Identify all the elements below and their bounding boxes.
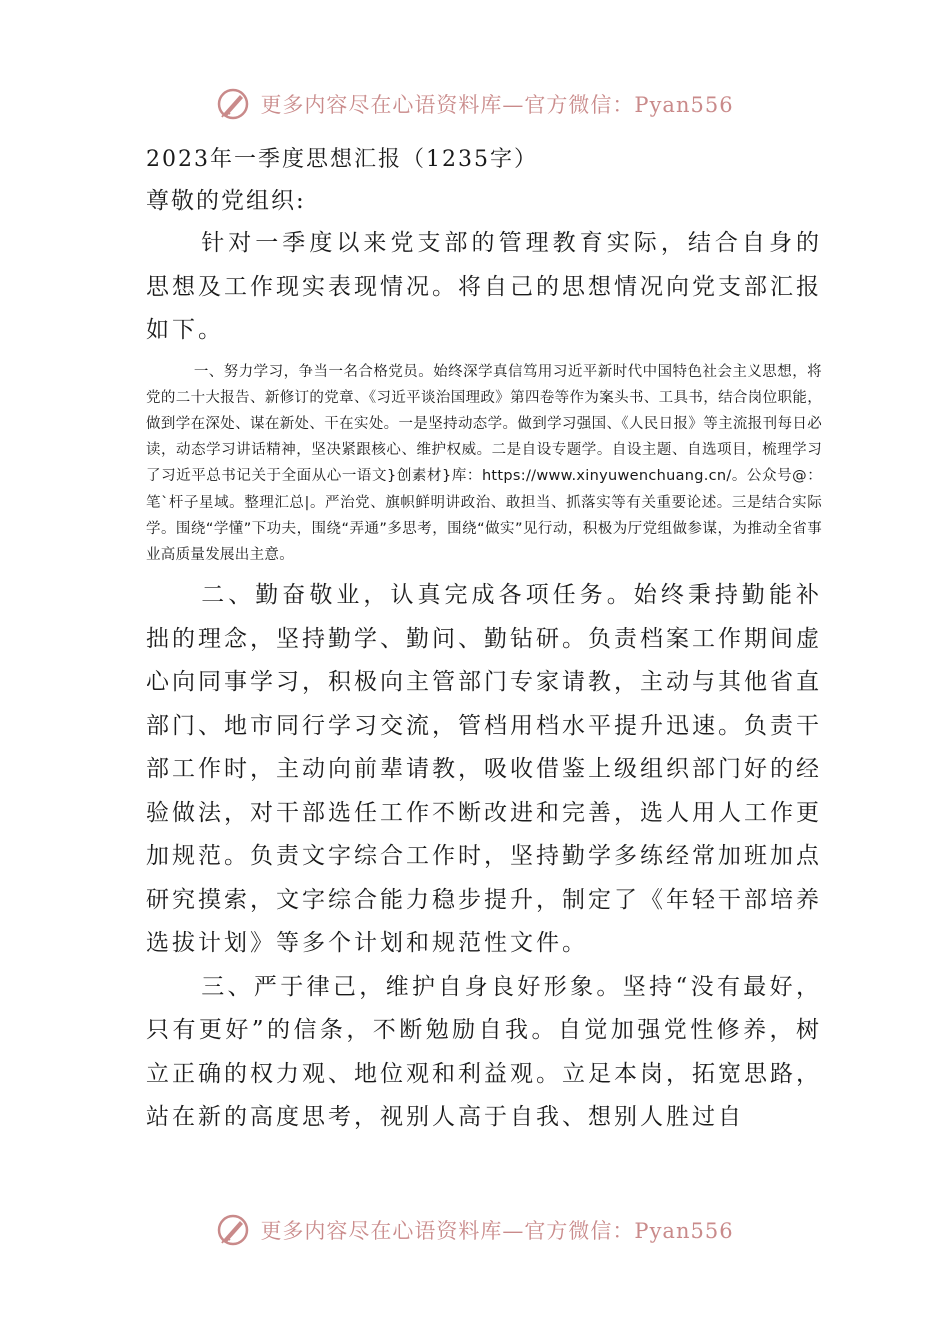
watermark-text: 更多内容尽在心语资料库—官方微信：Pyan556 bbox=[260, 1219, 734, 1243]
study-paragraph: 一、努力学习，争当一名合格党员。始终深学真信笃用习近平新时代中国特色社会主义思想，将党的二十大报告、新修订的党章、《习近平谈治国理政》第四卷等作为案头书、工具书，结合岗位职能，做到学在深处、谋在新处、干在实处。一是坚持动态学。做到学习强国、《人民日报》等主流报刊每日必读，动态学习讲话精神，坚决紧跟核心、维护权威。二是自设专题学。自设主题、自选项目，梳理学习了习近平总书记关于全面从心一语文}创素材}库：https://www.xinyuwenchuang.cn/。公众号@：笔`杆子星域。整理汇总|。严治党、旗帜鲜明讲政治、敢担当、抓落实等有关重要论述。三是结合实际学。围绕“学懂”下功夫，围绕“弄通”多思考，围绕“做实”见行动，积极为厅党组做参谋，为推动全省事业高质量发展出主意。 bbox=[146, 363, 822, 563]
footer-watermark bbox=[0, 1208, 950, 1252]
document-body bbox=[146, 140, 822, 1140]
diligence-paragraph: 二、勤奋敬业，认真完成各项任务。始终秉持勤能补拙的理念，坚持勤学、勤问、勤钻研。负责档案工作期间虚心向同事学习，积极向主管部门专家请教，主动与其他省直部门、地市同行学习交流，管档用档水平提升迅速。负责干部工作时，主动向前辈请教，吸收借鉴上级组织部门好的经验做法，对干部选任工作不断改进和完善，选人用人工作更加规范。负责文字综合工作时，坚持勤学多练经常加班加点研究摸索，文字综合能力稳步提升，制定了《年轻干部培养选拔计划》等多个计划和规范性文件。 bbox=[146, 582, 822, 957]
selfdiscipline-paragraph: 三、严于律己，维护自身良好形象。坚持“没有最好，只有更好”的信条，不断勉励自我。自觉加强党性修养，树立正确的权力观、地位观和利益观。立足本岗，拓宽思路，站在新的高度思考，视别人高于自我、想别人胜过自 bbox=[146, 973, 822, 1131]
intro-paragraph: 针对一季度以来党支部的管理教育实际，结合自身的思想及工作现实表现情况。将自己的思想情况向党支部汇报如下。 bbox=[146, 230, 822, 343]
salutation: 尊敬的党组织: bbox=[146, 188, 306, 214]
watermark-text: 更多内容尽在心语资料库—官方微信：Pyan556 bbox=[260, 93, 734, 117]
document-title: 2023年一季度思想汇报（1235字） bbox=[146, 147, 538, 172]
quill-seal-icon bbox=[216, 87, 250, 121]
quill-seal-icon bbox=[216, 1213, 250, 1247]
header-watermark bbox=[0, 82, 950, 126]
